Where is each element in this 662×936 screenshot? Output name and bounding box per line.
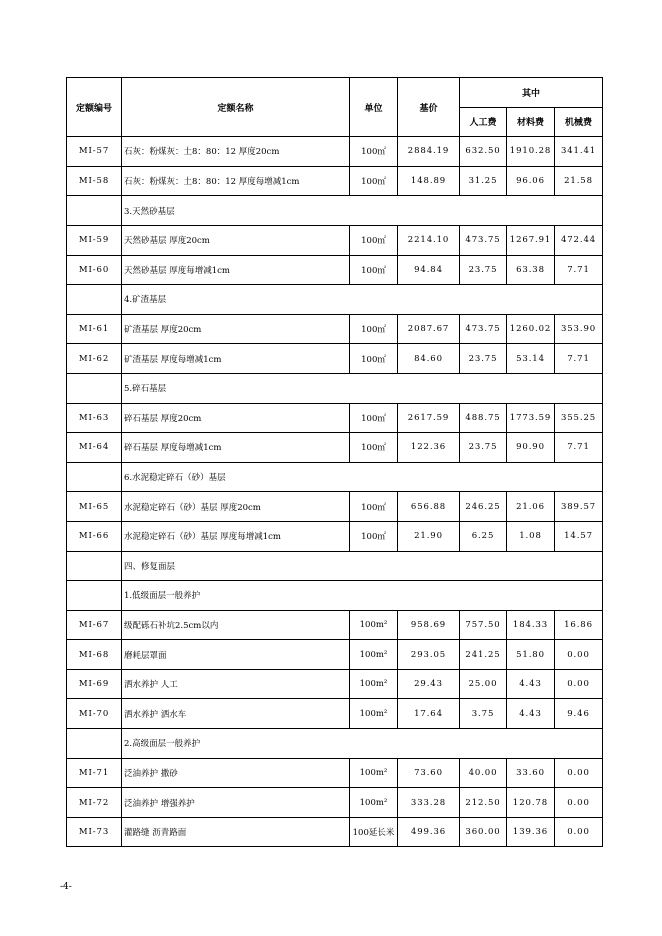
table-row: [67, 521, 603, 551]
code-cell: MI-73: [67, 817, 122, 847]
labor-cost-cell: 473.75: [460, 225, 507, 255]
machine-cost-cell: 0.00: [555, 817, 603, 847]
base-price-cell: 122.36: [398, 433, 460, 463]
header-code: 定额编号: [67, 78, 122, 137]
material-cost-cell: 139.36: [507, 817, 555, 847]
unit-cell: 100㎡: [350, 255, 398, 285]
material-cost-cell: 184.33: [507, 610, 555, 640]
name-cell: 洒水养护 洒水车: [122, 699, 350, 729]
labor-cost-cell: 632.50: [460, 137, 507, 167]
unit-cell: 100延长米: [350, 817, 398, 847]
machine-cost-cell: 7.71: [555, 255, 603, 285]
labor-cost-cell: 488.75: [460, 403, 507, 433]
section-row: [67, 729, 603, 759]
machine-cost-cell: 9.46: [555, 699, 603, 729]
base-price-cell: 958.69: [398, 610, 460, 640]
labor-cost-cell: 23.75: [460, 433, 507, 463]
base-price-cell: 73.60: [398, 758, 460, 788]
unit-cell: 100㎡: [350, 137, 398, 167]
unit-cell: 100m²: [350, 669, 398, 699]
labor-cost-cell: 40.00: [460, 758, 507, 788]
material-cost-cell: 1.08: [507, 521, 555, 551]
section-row: [67, 373, 603, 403]
base-price-cell: 29.43: [398, 669, 460, 699]
machine-cost-cell: 0.00: [555, 669, 603, 699]
base-price-cell: 94.84: [398, 255, 460, 285]
labor-cost-cell: 23.75: [460, 255, 507, 285]
section-title: 2.高级面层一般养护: [122, 729, 603, 759]
material-cost-cell: 53.14: [507, 344, 555, 374]
base-price-cell: 148.89: [398, 166, 460, 196]
code-cell: MI-60: [67, 255, 122, 285]
labor-cost-cell: 360.00: [460, 817, 507, 847]
code-cell: MI-57: [67, 137, 122, 167]
code-cell: MI-66: [67, 521, 122, 551]
labor-cost-cell: 241.25: [460, 640, 507, 670]
code-cell: [67, 729, 122, 759]
base-price-cell: 84.60: [398, 344, 460, 374]
header-labor: 人工费: [460, 107, 507, 137]
machine-cost-cell: 472.44: [555, 225, 603, 255]
base-price-cell: 333.28: [398, 788, 460, 818]
material-cost-cell: 1773.59: [507, 403, 555, 433]
code-cell: MI-59: [67, 225, 122, 255]
base-price-cell: 656.88: [398, 492, 460, 522]
code-cell: MI-61: [67, 314, 122, 344]
base-price-cell: 2884.19: [398, 137, 460, 167]
unit-cell: 100㎡: [350, 314, 398, 344]
machine-cost-cell: 0.00: [555, 788, 603, 818]
section-row: [67, 551, 603, 581]
material-cost-cell: 4.43: [507, 669, 555, 699]
machine-cost-cell: 14.57: [555, 521, 603, 551]
name-cell: 灌路缝 沥青路面: [122, 817, 350, 847]
material-cost-cell: 1267.91: [507, 225, 555, 255]
code-cell: MI-63: [67, 403, 122, 433]
section-title: 6.水泥稳定碎石（砂）基层: [122, 462, 603, 492]
table-row: [67, 640, 603, 670]
quota-table: [66, 77, 603, 847]
material-cost-cell: 1260.02: [507, 314, 555, 344]
name-cell: 石灰：粉煤灰：土8：80：12 厚度每增减1cm: [122, 166, 350, 196]
material-cost-cell: 63.38: [507, 255, 555, 285]
base-price-cell: 2214.10: [398, 225, 460, 255]
labor-cost-cell: 25.00: [460, 669, 507, 699]
code-cell: [67, 462, 122, 492]
name-cell: 石灰：粉煤灰：土8：80：12 厚度20cm: [122, 137, 350, 167]
code-cell: [67, 581, 122, 611]
section-row: [67, 462, 603, 492]
code-cell: [67, 373, 122, 403]
code-cell: MI-64: [67, 433, 122, 463]
machine-cost-cell: 389.57: [555, 492, 603, 522]
section-row: [67, 196, 603, 226]
name-cell: 天然砂基层 厚度每增减1cm: [122, 255, 350, 285]
code-cell: MI-71: [67, 758, 122, 788]
table-row: [67, 817, 603, 847]
section-title: 4.矿渣基层: [122, 285, 603, 315]
base-price-cell: 293.05: [398, 640, 460, 670]
name-cell: 泛油养护 撒砂: [122, 758, 350, 788]
material-cost-cell: 120.78: [507, 788, 555, 818]
base-price-cell: 499.36: [398, 817, 460, 847]
header-among: 其中: [460, 78, 603, 108]
name-cell: 级配砾石补坑2.5cm以内: [122, 610, 350, 640]
name-cell: 碎石基层 厚度20cm: [122, 403, 350, 433]
code-cell: MI-68: [67, 640, 122, 670]
header-name: 定额名称: [122, 78, 350, 137]
machine-cost-cell: 355.25: [555, 403, 603, 433]
unit-cell: 100m²: [350, 788, 398, 818]
table-body: [67, 137, 603, 847]
table-row: [67, 758, 603, 788]
name-cell: 矿渣基层 厚度每增减1cm: [122, 344, 350, 374]
table-row: [67, 788, 603, 818]
base-price-cell: 2617.59: [398, 403, 460, 433]
unit-cell: 100m²: [350, 610, 398, 640]
machine-cost-cell: 7.71: [555, 433, 603, 463]
name-cell: 洒水养护 人工: [122, 669, 350, 699]
table-row: [67, 314, 603, 344]
name-cell: 磨耗层罩面: [122, 640, 350, 670]
unit-cell: 100㎡: [350, 521, 398, 551]
table-row: [67, 344, 603, 374]
unit-cell: 100㎡: [350, 166, 398, 196]
code-cell: [67, 551, 122, 581]
base-price-cell: 17.64: [398, 699, 460, 729]
labor-cost-cell: 6.25: [460, 521, 507, 551]
machine-cost-cell: 7.71: [555, 344, 603, 374]
material-cost-cell: 51.80: [507, 640, 555, 670]
name-cell: 矿渣基层 厚度20cm: [122, 314, 350, 344]
labor-cost-cell: 212.50: [460, 788, 507, 818]
table-row: [67, 225, 603, 255]
labor-cost-cell: 473.75: [460, 314, 507, 344]
code-cell: MI-70: [67, 699, 122, 729]
labor-cost-cell: 757.50: [460, 610, 507, 640]
unit-cell: 100㎡: [350, 492, 398, 522]
base-price-cell: 2087.67: [398, 314, 460, 344]
table-row: [67, 699, 603, 729]
unit-cell: 100m²: [350, 758, 398, 788]
unit-cell: 100㎡: [350, 403, 398, 433]
code-cell: MI-69: [67, 669, 122, 699]
section-title: 3.天然砂基层: [122, 196, 603, 226]
labor-cost-cell: 246.25: [460, 492, 507, 522]
table-row: [67, 433, 603, 463]
machine-cost-cell: 353.90: [555, 314, 603, 344]
labor-cost-cell: 31.25: [460, 166, 507, 196]
labor-cost-cell: 23.75: [460, 344, 507, 374]
material-cost-cell: 4.43: [507, 699, 555, 729]
material-cost-cell: 96.06: [507, 166, 555, 196]
code-cell: [67, 196, 122, 226]
header-material: 材料费: [507, 107, 555, 137]
machine-cost-cell: 16.86: [555, 610, 603, 640]
machine-cost-cell: 0.00: [555, 758, 603, 788]
labor-cost-cell: 3.75: [460, 699, 507, 729]
name-cell: 水泥稳定碎石（砂）基层 厚度每增减1cm: [122, 521, 350, 551]
material-cost-cell: 90.90: [507, 433, 555, 463]
section-title: 四、修复面层: [122, 551, 603, 581]
code-cell: MI-72: [67, 788, 122, 818]
unit-cell: 100m²: [350, 699, 398, 729]
page-number: -4-: [60, 882, 72, 892]
code-cell: MI-58: [67, 166, 122, 196]
material-cost-cell: 21.06: [507, 492, 555, 522]
material-cost-cell: 1910.28: [507, 137, 555, 167]
unit-cell: 100m²: [350, 640, 398, 670]
table-row: [67, 610, 603, 640]
section-title: 5.碎石基层: [122, 373, 603, 403]
name-cell: 泛油养护 增强养护: [122, 788, 350, 818]
table-row: [67, 255, 603, 285]
header-machine: 机械费: [555, 107, 603, 137]
table-row: [67, 669, 603, 699]
code-cell: [67, 285, 122, 315]
name-cell: 水泥稳定碎石（砂）基层 厚度20cm: [122, 492, 350, 522]
machine-cost-cell: 0.00: [555, 640, 603, 670]
unit-cell: 100㎡: [350, 225, 398, 255]
machine-cost-cell: 341.41: [555, 137, 603, 167]
table-row: [67, 403, 603, 433]
table-row: [67, 492, 603, 522]
code-cell: MI-65: [67, 492, 122, 522]
header-unit: 单位: [350, 78, 398, 137]
machine-cost-cell: 21.58: [555, 166, 603, 196]
material-cost-cell: 33.60: [507, 758, 555, 788]
unit-cell: 100㎡: [350, 433, 398, 463]
section-row: [67, 581, 603, 611]
unit-cell: 100㎡: [350, 344, 398, 374]
table-row: [67, 137, 603, 167]
name-cell: 碎石基层 厚度每增减1cm: [122, 433, 350, 463]
code-cell: MI-67: [67, 610, 122, 640]
section-title: 1.低级面层一般养护: [122, 581, 603, 611]
section-row: [67, 285, 603, 315]
header-base: 基价: [398, 78, 460, 137]
code-cell: MI-62: [67, 344, 122, 374]
base-price-cell: 21.90: [398, 521, 460, 551]
table-row: [67, 166, 603, 196]
name-cell: 天然砂基层 厚度20cm: [122, 225, 350, 255]
